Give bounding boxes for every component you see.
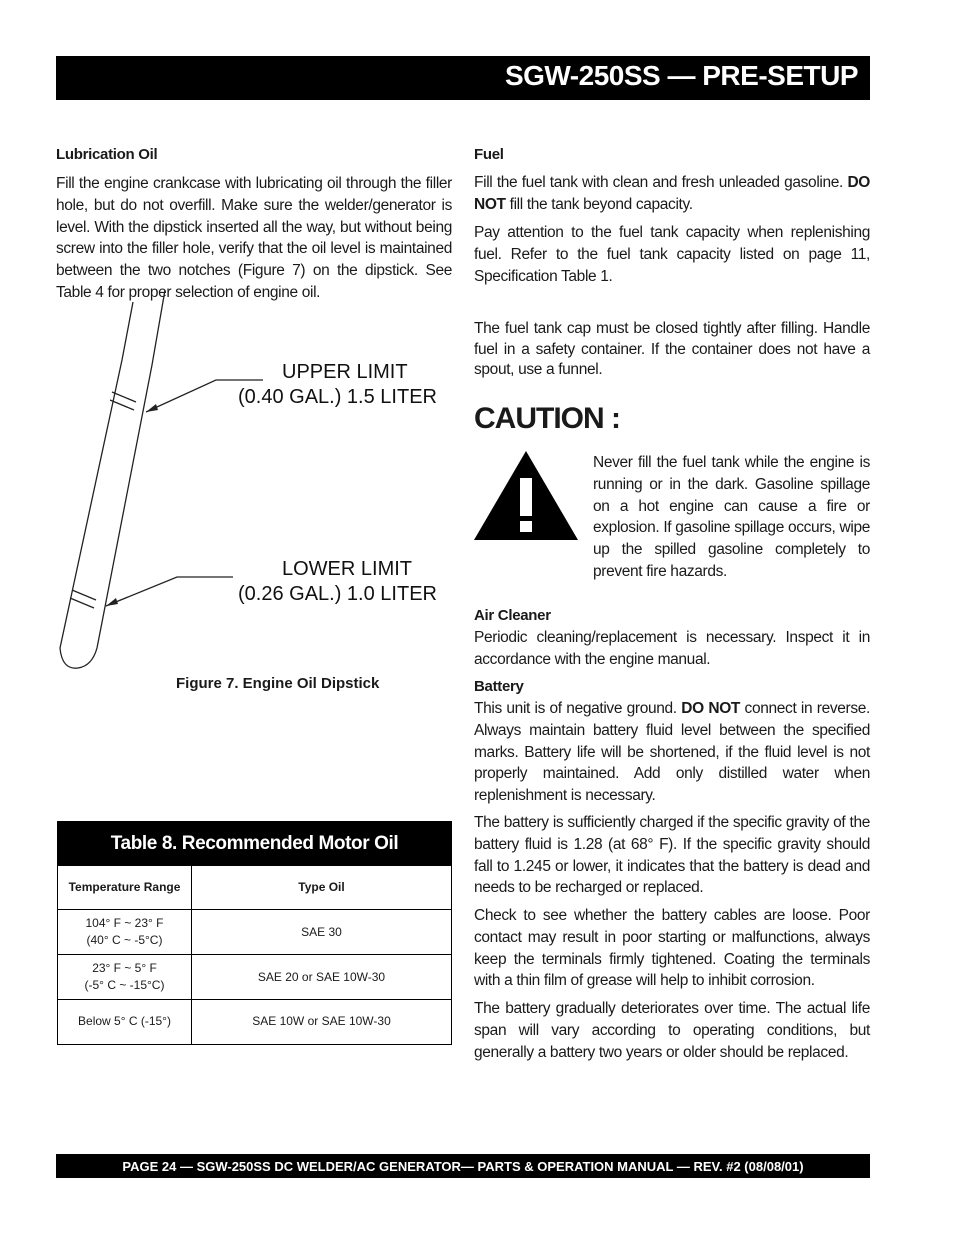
temp-range-c: (40° C ~ -5°C)	[86, 933, 163, 947]
air-cleaner-heading: Air Cleaner	[474, 607, 551, 624]
temp-range-f: 23° F ~ 5° F	[92, 961, 157, 975]
upper-notch-2	[110, 400, 134, 410]
lower-notch-2	[70, 598, 94, 608]
table-title: Table 8. Recommended Motor Oil	[58, 822, 451, 865]
air-cleaner-body: Periodic cleaning/replacement is necessary. Inspect it in accordance with the engine manual.	[474, 629, 870, 668]
fuel-heading: Fuel	[474, 146, 504, 163]
figure-caption: Figure 7. Engine Oil Dipstick	[176, 675, 380, 692]
fuel-p1-text-end: fill the tank beyond capacity.	[505, 195, 693, 213]
lubrication-body: Fill the engine crankcase with lubricating oil through the filler hole, but do not overfill. Make sure the welder/generator is level. With the dipstick inserted all the way, but without being screw into the filler hole, verify that the oil level is maintained between the two notches (Figure 7) on the dipstick. See Table 4 for proper selection of engine oil.	[56, 175, 452, 301]
lower-notch-1	[72, 590, 96, 600]
upper-arrowhead	[146, 404, 158, 412]
page-header-bar	[56, 56, 870, 100]
temp-range-c: (-5° C ~ -15°C)	[84, 978, 165, 992]
lower-arrowhead	[106, 598, 118, 606]
battery-p1-emphasis: DO NOT	[681, 700, 741, 717]
table-header-row	[58, 866, 451, 910]
fuel-paragraph-1	[474, 172, 870, 216]
motor-oil-table	[57, 821, 452, 1045]
upper-notch-1	[112, 392, 136, 402]
temp-range-f: 104° F ~ 23° F	[85, 916, 164, 930]
battery-paragraph-2: The battery is sufficiently charged if the specific gravity of the battery fluid is 1.28 (at 68° F). If the specific gravity should fall to 1.245 or lower, it indicates that the battery is dead and needs to be recharged or replaced.	[474, 814, 870, 897]
temp-range-cell: Below 5° C (-15°)	[58, 1000, 192, 1044]
page-footer: PAGE 24 — SGW-250SS DC WELDER/AC GENERATOR— PARTS & OPERATION MANUAL — REV. #2 (08/08/01)	[56, 1154, 870, 1178]
table-row	[58, 1000, 451, 1044]
lubrication-heading: Lubrication Oil	[56, 146, 158, 163]
table-row	[58, 910, 451, 955]
upper-limit-label: UPPER LIMIT	[282, 361, 408, 383]
oil-table-grid	[58, 865, 451, 1044]
lower-leader-line	[106, 577, 233, 606]
dipstick-figure	[50, 290, 460, 680]
col-header-type-oil: Type Oil	[192, 866, 452, 910]
upper-limit-value: (0.40 GAL.) 1.5 LITER	[238, 386, 437, 408]
battery-p1-text-end: connect in reverse. Always maintain battery fluid level between the specified marks. Battery life will be shortened, if the fluid level is not properly maintained. Add only distilled water when replenishment is necessary.	[474, 700, 870, 805]
temp-range-cell	[58, 955, 192, 1000]
lower-limit-value: (0.26 GAL.) 1.0 LITER	[238, 583, 437, 605]
battery-p1-text: This unit is of negative ground.	[474, 700, 682, 717]
page-title: SGW-250SS — PRE-SETUP	[504, 60, 858, 91]
caution-title: CAUTION :	[474, 402, 620, 435]
fuel-p1-emphasis: DO NOT	[474, 174, 870, 213]
battery-heading: Battery	[474, 678, 524, 695]
col-header-temperature: Temperature Range	[58, 866, 192, 910]
oil-type-cell: SAE 20 or SAE 10W-30	[192, 955, 452, 1000]
fuel-p1-text: Fill the fuel tank with clean and fresh unleaded gasoline.	[474, 174, 848, 191]
battery-paragraph-4: The battery gradually deteriorates over time. The actual life span will vary according to operating conditions, but generally a battery two years or older should be replaced.	[474, 1000, 870, 1061]
caution-text: Never fill the fuel tank while the engine is running or in the dark. Gasoline spillage on a hot engine can cause a fire or explosion. If gasoline spillage occurs, wipe up the spilled gasoline completely to prevent fire hazards.	[593, 454, 870, 580]
fuel-paragraph-3: The fuel tank cap must be closed tightly after filling. Handle fuel in a safety container. If the container does not have a spout, use a funnel.	[474, 320, 870, 378]
oil-type-cell: SAE 10W or SAE 10W-30	[192, 1000, 452, 1044]
warning-triangle-icon	[474, 451, 578, 540]
battery-paragraph-1	[474, 698, 870, 807]
temp-range-cell	[58, 910, 192, 955]
table-row	[58, 955, 451, 1000]
dipstick-outline	[60, 290, 165, 668]
oil-type-cell: SAE 30	[192, 910, 452, 955]
battery-paragraph-3: Check to see whether the battery cables are loose. Poor contact may result in poor starting or malfunctions, always keep the terminals firmly tightened. Coating the terminals with a thin film of grease will help to inhibit corrosion.	[474, 907, 870, 990]
fuel-paragraph-2: Pay attention to the fuel tank capacity when replenishing fuel. Refer to the fuel tank capacity listed on page 11, Specification Table 1.	[474, 224, 870, 285]
lower-limit-label: LOWER LIMIT	[282, 558, 413, 580]
